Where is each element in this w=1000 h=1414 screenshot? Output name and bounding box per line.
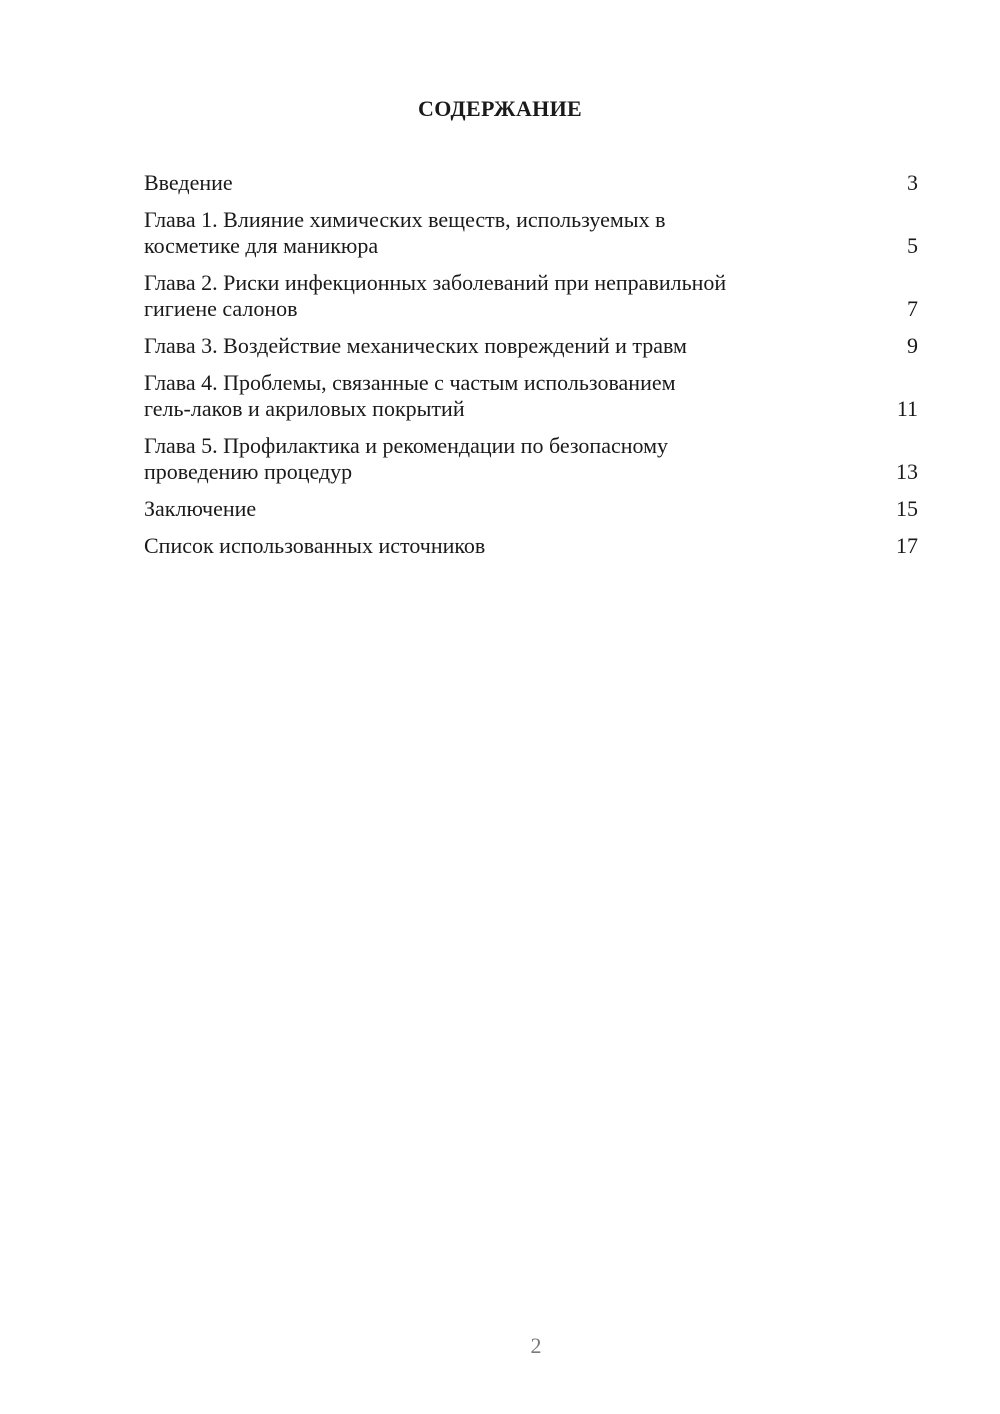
toc-entry-label: Глава 5. Профилактика и рекомендации по безопасному проведению процедур — [144, 433, 669, 484]
toc-entry-label: Введение — [144, 170, 233, 195]
page-number: 2 — [530, 1333, 542, 1358]
toc-entry-page: 15 — [896, 496, 918, 521]
toc-entry-chapter-3 — [144, 333, 918, 359]
toc-entry-page: 3 — [907, 170, 918, 195]
toc-entry-page: 13 — [896, 459, 918, 484]
toc-entry-page: 5 — [907, 233, 918, 258]
toc-entry-label: Глава 3. Воздействие механических повреждений и травм — [144, 333, 687, 358]
toc-entry-label: Список использованных источников — [144, 533, 486, 558]
toc-entry-page: 7 — [907, 296, 918, 321]
toc-entry-chapter-4 — [144, 370, 918, 422]
toc-entry-page: 9 — [907, 333, 918, 358]
toc-entry-label: Глава 4. Проблемы, связанные с частым использованием гель-лаков и акриловых покрытий — [144, 370, 676, 421]
toc-entry-label: Глава 1. Влияние химических веществ, используемых в косметике для маникюра — [144, 207, 666, 258]
toc-entry-page: 11 — [896, 396, 918, 421]
toc-entry-introduction — [144, 170, 918, 196]
toc-entry-chapter-5 — [144, 433, 918, 485]
toc-entry-conclusion — [144, 496, 918, 522]
toc-entry-page: 17 — [896, 533, 918, 558]
toc-entry-references — [144, 533, 918, 559]
toc-entry-chapter-2 — [144, 270, 918, 322]
toc-entry-chapter-1 — [144, 207, 918, 259]
page-title: СОДЕРЖАНИЕ — [418, 96, 582, 121]
toc-entry-label: Заключение — [144, 496, 257, 521]
toc-entry-label: Глава 2. Риски инфекционных заболеваний при неправильной гигиене салонов — [144, 270, 727, 321]
table-of-contents — [144, 170, 918, 570]
